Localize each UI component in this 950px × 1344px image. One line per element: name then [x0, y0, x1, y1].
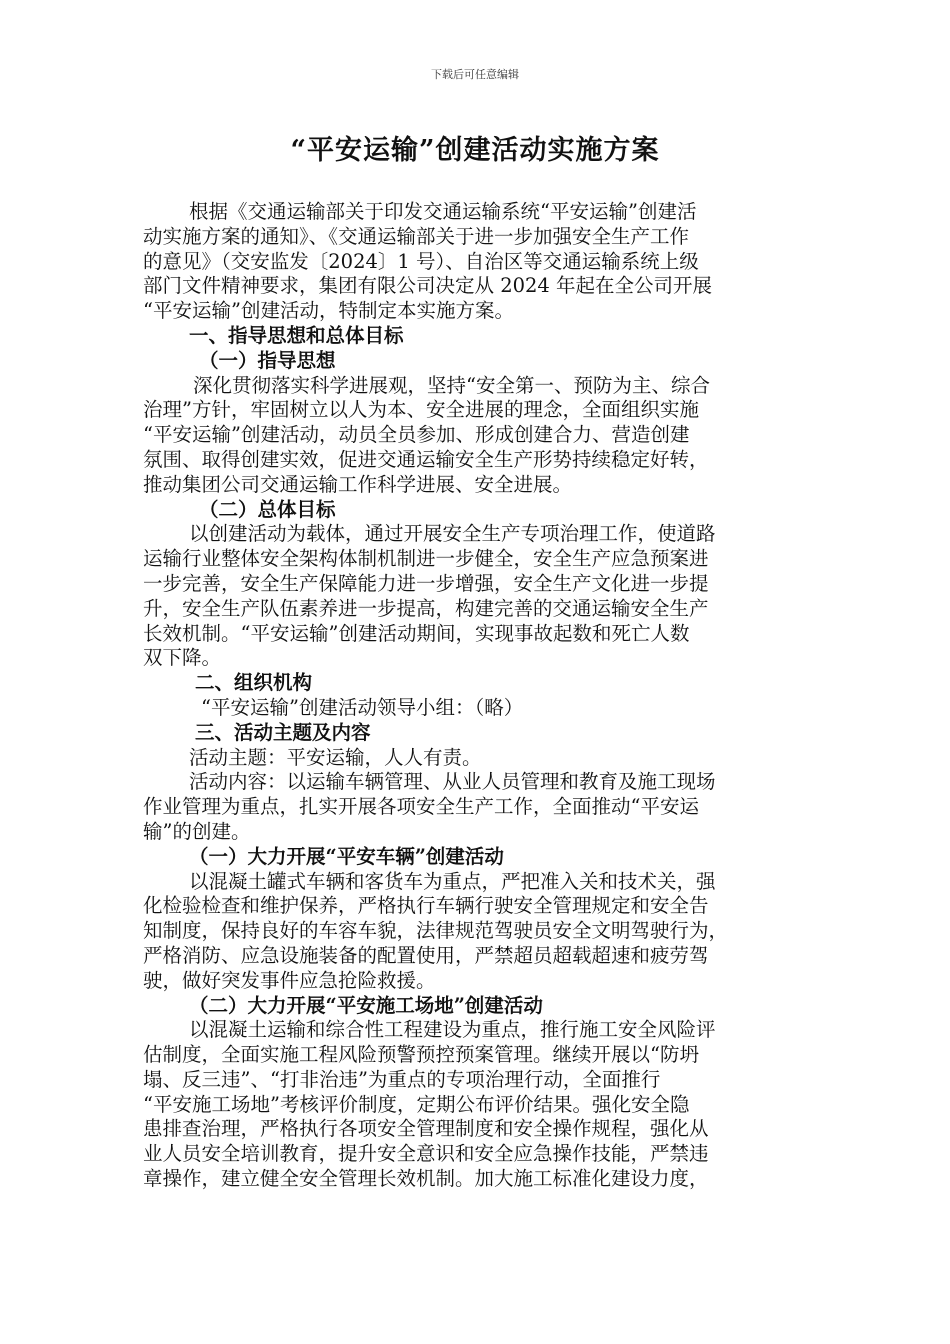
- paragraph-line: “平安运输”创建活动领导小组：（略）: [201, 695, 524, 719]
- section-heading: （一）指导思想: [199, 348, 336, 372]
- paragraph-line: 以混凝土罐式车辆和客货车为重点，严把准入关和技术关，强: [189, 869, 716, 893]
- section-heading: （二）总体目标: [199, 497, 336, 521]
- paragraph-line: 的意见》（交安监发〔2024〕1 号）、自治区等交通运输系统上级: [143, 249, 699, 273]
- paragraph-line: 业人员安全培训教育，提升安全意识和安全应急操作技能，严禁违: [143, 1142, 709, 1166]
- section-heading: 一、指导思想和总体目标: [189, 323, 404, 347]
- paragraph-line: 严格消防、应急设施装备的配置使用，严禁超员超载超速和疲劳驾: [143, 943, 709, 967]
- paragraph-line: “平安运输”创建活动，动员全员参加、形成创建合力、营造创建: [143, 423, 690, 447]
- section-heading: （一）大力开展“平安车辆”创建活动: [189, 844, 504, 868]
- paragraph-line: 双下降。: [143, 646, 222, 670]
- page-header: 下载后可任意编辑: [431, 68, 519, 81]
- paragraph-line: “平安施工场地”考核评价制度，定期公布评价结果。强化安全隐: [143, 1092, 690, 1116]
- paragraph-line: 根据《交通运输部关于印发交通运输系统“平安运输”创建活: [189, 200, 697, 223]
- paragraph-line: 驶，做好突发事件应急抢险救援。: [143, 968, 436, 992]
- paragraph-line: 治理”方针，牢固树立以人为本、安全进展的理念，全面组织实施: [143, 398, 699, 422]
- paragraph-line: 章操作，建立健全安全管理长效机制。加大施工标准化建设力度，: [143, 1167, 709, 1191]
- paragraph-line: 塌、反三违”、“打非治违”为重点的专项治理行动，全面推行: [143, 1067, 661, 1091]
- paragraph-line: 化检验检查和维护保养，严格执行车辆行驶安全管理规定和安全告: [143, 894, 709, 918]
- paragraph-line: 患排查治理，严格执行各项安全管理制度和安全操作规程，强化从: [143, 1117, 709, 1141]
- document-title: “平安运输”创建活动实施方案: [290, 135, 660, 166]
- paragraph-line: 部门文件精神要求，集团有限公司决定从 2024 年起在全公司开展: [143, 274, 713, 298]
- paragraph-line: 活动主题：平安运输，人人有责。: [189, 745, 482, 769]
- paragraph-line: 推动集团公司交通运输工作科学进展、安全进展。: [143, 472, 573, 496]
- section-heading: 三、活动主题及内容: [195, 720, 371, 744]
- paragraph-line: 知制度，保持良好的车容车貌，法律规范驾驶员安全文明驾驶行为，: [143, 919, 729, 943]
- paragraph-line: 动实施方案的通知》、《交通运输部关于进一步加强安全生产工作: [143, 224, 690, 248]
- paragraph-line: 作业管理为重点，扎实开展各项安全生产工作，全面推动“平安运: [143, 795, 699, 819]
- paragraph-line: 输”的创建。: [143, 819, 251, 843]
- document-body: [143, 200, 823, 1192]
- paragraph-line: 升，安全生产队伍素养进一步提高，构建完善的交通运输安全生产: [143, 596, 709, 620]
- paragraph-line: 运输行业整体安全架构体制机制进一步健全，安全生产应急预案进: [143, 547, 709, 571]
- paragraph-line: 活动内容：以运输车辆管理、从业人员管理和教育及施工现场: [189, 770, 716, 794]
- section-heading: （二）大力开展“平安施工场地”创建活动: [189, 993, 543, 1017]
- paragraph-line: 以创建活动为载体，通过开展安全生产专项治理工作，使道路: [189, 522, 716, 546]
- paragraph-line: 一步完善，安全生产保障能力进一步增强，安全生产文化进一步提: [143, 571, 709, 595]
- paragraph-line: 氛围、取得创建实效，促进交通运输安全生产形势持续稳定好转，: [143, 447, 709, 471]
- paragraph-line: “平安运输”创建活动，特制定本实施方案。: [143, 299, 514, 323]
- paragraph-line: 深化贯彻落实科学进展观，坚持“安全第一、预防为主、综合: [193, 373, 710, 397]
- section-heading: 二、组织机构: [195, 671, 313, 695]
- paragraph-line: 以混凝土运输和综合性工程建设为重点，推行施工安全风险评: [189, 1018, 716, 1042]
- paragraph-line: 估制度，全面实施工程风险预警预控预案管理。继续开展以“防坍: [143, 1043, 699, 1067]
- paragraph-line: 长效机制。“平安运输”创建活动期间，实现事故起数和死亡人数: [143, 621, 690, 645]
